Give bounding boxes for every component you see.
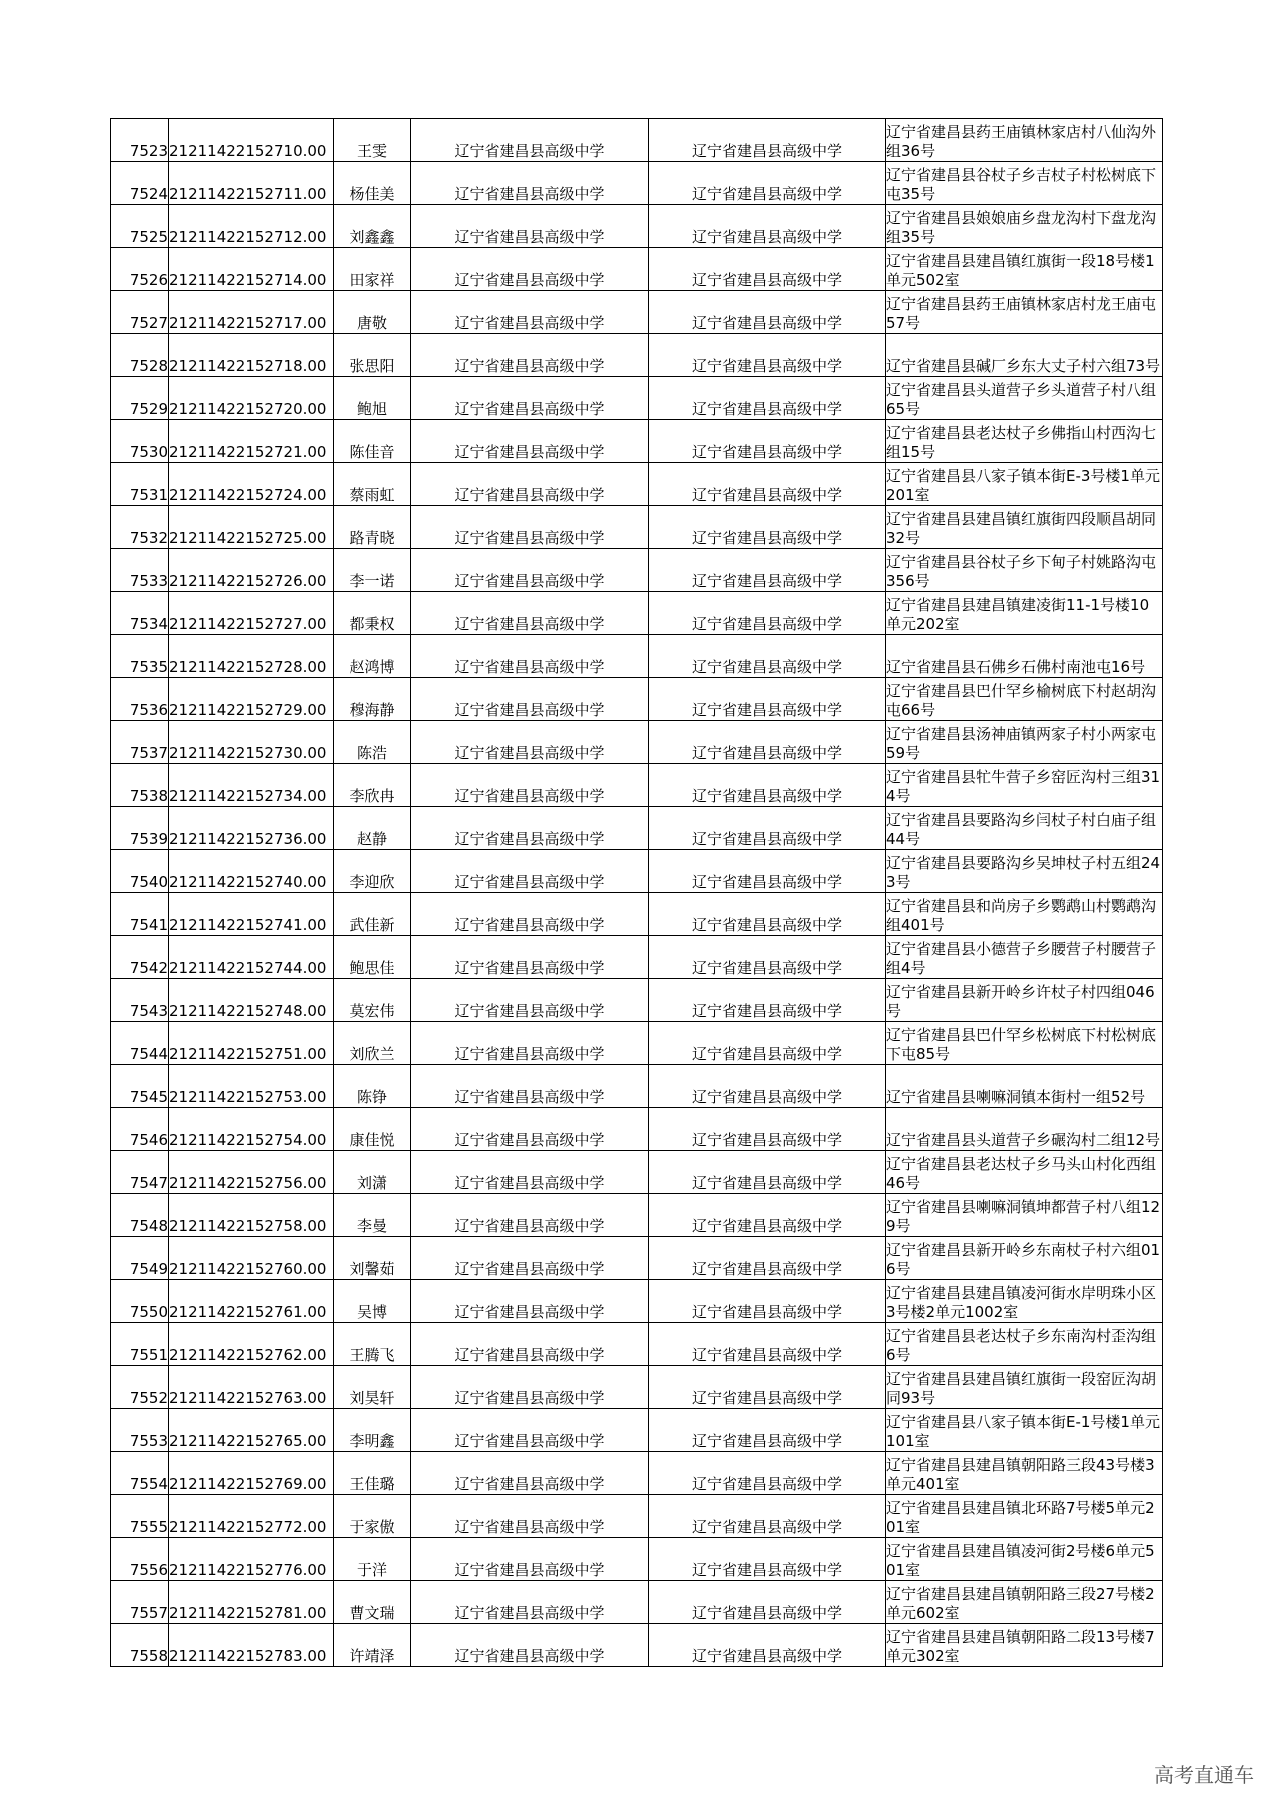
address-cell: 辽宁省建昌县和尚房子乡鹦鹉山村鹦鹉沟组401号 <box>886 893 1163 936</box>
address-cell: 辽宁省建昌县老达杖子乡东南沟村歪沟组6号 <box>886 1323 1163 1366</box>
exam-id-cell: 21211422152711.00 <box>169 162 334 205</box>
exam-id-cell: 21211422152718.00 <box>169 334 334 377</box>
school-cell: 辽宁省建昌县高级中学 <box>411 1323 649 1366</box>
sequence-number-cell: 7540 <box>111 850 169 893</box>
table-row <box>111 1409 1163 1452</box>
graduation-school-cell: 辽宁省建昌县高级中学 <box>649 764 886 807</box>
student-name-cell: 李一诺 <box>334 549 411 592</box>
exam-id-cell: 21211422152769.00 <box>169 1452 334 1495</box>
exam-id-cell: 21211422152783.00 <box>169 1624 334 1667</box>
address-cell: 辽宁省建昌县喇嘛洞镇本街村一组52号 <box>886 1065 1163 1108</box>
graduation-school-cell: 辽宁省建昌县高级中学 <box>649 506 886 549</box>
graduation-school-cell: 辽宁省建昌县高级中学 <box>649 1366 886 1409</box>
address-cell: 辽宁省建昌县谷杖子乡下甸子村姚路沟屯356号 <box>886 549 1163 592</box>
graduation-school-cell: 辽宁省建昌县高级中学 <box>649 1624 886 1667</box>
student-name-cell: 王腾飞 <box>334 1323 411 1366</box>
student-name-cell: 曹文瑞 <box>334 1581 411 1624</box>
school-cell: 辽宁省建昌县高级中学 <box>411 334 649 377</box>
table-row <box>111 1581 1163 1624</box>
address-cell: 辽宁省建昌县石佛乡石佛村南池屯16号 <box>886 635 1163 678</box>
table-row <box>111 635 1163 678</box>
graduation-school-cell: 辽宁省建昌县高级中学 <box>649 1538 886 1581</box>
graduation-school-cell: 辽宁省建昌县高级中学 <box>649 1323 886 1366</box>
school-cell: 辽宁省建昌县高级中学 <box>411 1538 649 1581</box>
exam-id-cell: 21211422152710.00 <box>169 119 334 162</box>
school-cell: 辽宁省建昌县高级中学 <box>411 678 649 721</box>
exam-id-cell: 21211422152720.00 <box>169 377 334 420</box>
school-cell: 辽宁省建昌县高级中学 <box>411 635 649 678</box>
graduation-school-cell: 辽宁省建昌县高级中学 <box>649 893 886 936</box>
address-cell: 辽宁省建昌县建昌镇朝阳路三段27号楼2单元602室 <box>886 1581 1163 1624</box>
address-cell: 辽宁省建昌县建昌镇红旗街一段窑匠沟胡同93号 <box>886 1366 1163 1409</box>
graduation-school-cell: 辽宁省建昌县高级中学 <box>649 1194 886 1237</box>
exam-id-cell: 21211422152729.00 <box>169 678 334 721</box>
exam-id-cell: 21211422152753.00 <box>169 1065 334 1108</box>
school-cell: 辽宁省建昌县高级中学 <box>411 377 649 420</box>
table-row <box>111 420 1163 463</box>
sequence-number-cell: 7525 <box>111 205 169 248</box>
table-row <box>111 1194 1163 1237</box>
school-cell: 辽宁省建昌县高级中学 <box>411 1065 649 1108</box>
address-cell: 辽宁省建昌县建昌镇朝阳路二段13号楼7单元302室 <box>886 1624 1163 1667</box>
student-name-cell: 陈铮 <box>334 1065 411 1108</box>
graduation-school-cell: 辽宁省建昌县高级中学 <box>649 1581 886 1624</box>
student-name-cell: 于洋 <box>334 1538 411 1581</box>
exam-id-cell: 21211422152741.00 <box>169 893 334 936</box>
exam-id-cell: 21211422152761.00 <box>169 1280 334 1323</box>
graduation-school-cell: 辽宁省建昌县高级中学 <box>649 979 886 1022</box>
sequence-number-cell: 7529 <box>111 377 169 420</box>
graduation-school-cell: 辽宁省建昌县高级中学 <box>649 850 886 893</box>
student-name-cell: 许靖泽 <box>334 1624 411 1667</box>
graduation-school-cell: 辽宁省建昌县高级中学 <box>649 248 886 291</box>
sequence-number-cell: 7534 <box>111 592 169 635</box>
exam-id-cell: 21211422152772.00 <box>169 1495 334 1538</box>
student-name-cell: 李曼 <box>334 1194 411 1237</box>
student-name-cell: 陈佳音 <box>334 420 411 463</box>
school-cell: 辽宁省建昌县高级中学 <box>411 1581 649 1624</box>
sequence-number-cell: 7548 <box>111 1194 169 1237</box>
table-row <box>111 1151 1163 1194</box>
sequence-number-cell: 7526 <box>111 248 169 291</box>
graduation-school-cell: 辽宁省建昌县高级中学 <box>649 1065 886 1108</box>
sequence-number-cell: 7557 <box>111 1581 169 1624</box>
sequence-number-cell: 7555 <box>111 1495 169 1538</box>
sequence-number-cell: 7528 <box>111 334 169 377</box>
sequence-number-cell: 7531 <box>111 463 169 506</box>
table-row <box>111 1323 1163 1366</box>
student-name-cell: 赵静 <box>334 807 411 850</box>
sequence-number-cell: 7545 <box>111 1065 169 1108</box>
address-cell: 辽宁省建昌县汤神庙镇两家子村小两家屯59号 <box>886 721 1163 764</box>
student-name-cell: 穆海静 <box>334 678 411 721</box>
table-row <box>111 1237 1163 1280</box>
table-row <box>111 1022 1163 1065</box>
address-cell: 辽宁省建昌县建昌镇建凌街11-1号楼10单元202室 <box>886 592 1163 635</box>
graduation-school-cell: 辽宁省建昌县高级中学 <box>649 291 886 334</box>
table-row <box>111 1065 1163 1108</box>
graduation-school-cell: 辽宁省建昌县高级中学 <box>649 1495 886 1538</box>
exam-id-cell: 21211422152751.00 <box>169 1022 334 1065</box>
table-row <box>111 936 1163 979</box>
graduation-school-cell: 辽宁省建昌县高级中学 <box>649 334 886 377</box>
student-name-cell: 刘馨茹 <box>334 1237 411 1280</box>
sequence-number-cell: 7535 <box>111 635 169 678</box>
table-row <box>111 893 1163 936</box>
exam-id-cell: 21211422152727.00 <box>169 592 334 635</box>
table-row <box>111 162 1163 205</box>
school-cell: 辽宁省建昌县高级中学 <box>411 1108 649 1151</box>
exam-id-cell: 21211422152714.00 <box>169 248 334 291</box>
address-cell: 辽宁省建昌县巴什罕乡榆树底下村赵胡沟屯66号 <box>886 678 1163 721</box>
exam-id-cell: 21211422152758.00 <box>169 1194 334 1237</box>
school-cell: 辽宁省建昌县高级中学 <box>411 463 649 506</box>
exam-id-cell: 21211422152763.00 <box>169 1366 334 1409</box>
school-cell: 辽宁省建昌县高级中学 <box>411 592 649 635</box>
address-cell: 辽宁省建昌县新开岭乡东南杖子村六组016号 <box>886 1237 1163 1280</box>
school-cell: 辽宁省建昌县高级中学 <box>411 721 649 764</box>
school-cell: 辽宁省建昌县高级中学 <box>411 764 649 807</box>
student-name-cell: 张思阳 <box>334 334 411 377</box>
watermark-text: 高考直通车 <box>1154 1763 1254 1787</box>
table-row <box>111 1280 1163 1323</box>
table-row <box>111 850 1163 893</box>
address-cell: 辽宁省建昌县谷杖子乡吉杖子村松树底下屯35号 <box>886 162 1163 205</box>
graduation-school-cell: 辽宁省建昌县高级中学 <box>649 1280 886 1323</box>
school-cell: 辽宁省建昌县高级中学 <box>411 291 649 334</box>
exam-id-cell: 21211422152781.00 <box>169 1581 334 1624</box>
school-cell: 辽宁省建昌县高级中学 <box>411 1452 649 1495</box>
table-row <box>111 1538 1163 1581</box>
exam-id-cell: 21211422152736.00 <box>169 807 334 850</box>
graduation-school-cell: 辽宁省建昌县高级中学 <box>649 463 886 506</box>
sequence-number-cell: 7537 <box>111 721 169 764</box>
roster-body <box>111 119 1163 1667</box>
table-row <box>111 1624 1163 1667</box>
exam-id-cell: 21211422152762.00 <box>169 1323 334 1366</box>
address-cell: 辽宁省建昌县建昌镇红旗街一段18号楼1单元502室 <box>886 248 1163 291</box>
school-cell: 辽宁省建昌县高级中学 <box>411 506 649 549</box>
sequence-number-cell: 7533 <box>111 549 169 592</box>
student-name-cell: 李欣冉 <box>334 764 411 807</box>
address-cell: 辽宁省建昌县头道营子乡头道营子村八组65号 <box>886 377 1163 420</box>
graduation-school-cell: 辽宁省建昌县高级中学 <box>649 420 886 463</box>
school-cell: 辽宁省建昌县高级中学 <box>411 162 649 205</box>
student-name-cell: 鲍思佳 <box>334 936 411 979</box>
sequence-number-cell: 7547 <box>111 1151 169 1194</box>
table-row <box>111 119 1163 162</box>
exam-id-cell: 21211422152765.00 <box>169 1409 334 1452</box>
school-cell: 辽宁省建昌县高级中学 <box>411 1366 649 1409</box>
sequence-number-cell: 7523 <box>111 119 169 162</box>
student-name-cell: 李明鑫 <box>334 1409 411 1452</box>
school-cell: 辽宁省建昌县高级中学 <box>411 1280 649 1323</box>
exam-id-cell: 21211422152734.00 <box>169 764 334 807</box>
exam-id-cell: 21211422152717.00 <box>169 291 334 334</box>
table-row <box>111 1366 1163 1409</box>
address-cell: 辽宁省建昌县建昌镇红旗街四段顺昌胡同32号 <box>886 506 1163 549</box>
school-cell: 辽宁省建昌县高级中学 <box>411 549 649 592</box>
sequence-number-cell: 7546 <box>111 1108 169 1151</box>
sequence-number-cell: 7554 <box>111 1452 169 1495</box>
student-name-cell: 陈浩 <box>334 721 411 764</box>
graduation-school-cell: 辽宁省建昌县高级中学 <box>649 936 886 979</box>
student-name-cell: 李迎欣 <box>334 850 411 893</box>
address-cell: 辽宁省建昌县头道营子乡碾沟村二组12号 <box>886 1108 1163 1151</box>
school-cell: 辽宁省建昌县高级中学 <box>411 205 649 248</box>
table-row <box>111 764 1163 807</box>
sequence-number-cell: 7552 <box>111 1366 169 1409</box>
exam-id-cell: 21211422152721.00 <box>169 420 334 463</box>
school-cell: 辽宁省建昌县高级中学 <box>411 119 649 162</box>
student-name-cell: 赵鸿博 <box>334 635 411 678</box>
address-cell: 辽宁省建昌县建昌镇凌河街2号楼6单元501室 <box>886 1538 1163 1581</box>
exam-id-cell: 21211422152744.00 <box>169 936 334 979</box>
sequence-number-cell: 7539 <box>111 807 169 850</box>
table-row <box>111 205 1163 248</box>
address-cell: 辽宁省建昌县建昌镇北环路7号楼5单元201室 <box>886 1495 1163 1538</box>
graduation-school-cell: 辽宁省建昌县高级中学 <box>649 1151 886 1194</box>
school-cell: 辽宁省建昌县高级中学 <box>411 979 649 1022</box>
graduation-school-cell: 辽宁省建昌县高级中学 <box>649 162 886 205</box>
exam-id-cell: 21211422152726.00 <box>169 549 334 592</box>
graduation-school-cell: 辽宁省建昌县高级中学 <box>649 1237 886 1280</box>
student-name-cell: 鲍旭 <box>334 377 411 420</box>
school-cell: 辽宁省建昌县高级中学 <box>411 1624 649 1667</box>
exam-id-cell: 21211422152740.00 <box>169 850 334 893</box>
school-cell: 辽宁省建昌县高级中学 <box>411 248 649 291</box>
student-name-cell: 田家祥 <box>334 248 411 291</box>
table-row <box>111 678 1163 721</box>
sequence-number-cell: 7551 <box>111 1323 169 1366</box>
table-row <box>111 1452 1163 1495</box>
student-name-cell: 刘潇 <box>334 1151 411 1194</box>
exam-id-cell: 21211422152730.00 <box>169 721 334 764</box>
graduation-school-cell: 辽宁省建昌县高级中学 <box>649 1108 886 1151</box>
exam-id-cell: 21211422152760.00 <box>169 1237 334 1280</box>
school-cell: 辽宁省建昌县高级中学 <box>411 936 649 979</box>
sequence-number-cell: 7556 <box>111 1538 169 1581</box>
sequence-number-cell: 7538 <box>111 764 169 807</box>
student-name-cell: 刘鑫鑫 <box>334 205 411 248</box>
sequence-number-cell: 7542 <box>111 936 169 979</box>
school-cell: 辽宁省建昌县高级中学 <box>411 893 649 936</box>
table-row <box>111 1108 1163 1151</box>
table-row <box>111 1495 1163 1538</box>
address-cell: 辽宁省建昌县要路沟乡闫杖子村白庙子组44号 <box>886 807 1163 850</box>
address-cell: 辽宁省建昌县喇嘛洞镇坤都营子村八组129号 <box>886 1194 1163 1237</box>
student-name-cell: 吴博 <box>334 1280 411 1323</box>
exam-id-cell: 21211422152748.00 <box>169 979 334 1022</box>
address-cell: 辽宁省建昌县小德营子乡腰营子村腰营子组4号 <box>886 936 1163 979</box>
sequence-number-cell: 7536 <box>111 678 169 721</box>
address-cell: 辽宁省建昌县碱厂乡东大丈子村六组73号 <box>886 334 1163 377</box>
table-row <box>111 463 1163 506</box>
graduation-school-cell: 辽宁省建昌县高级中学 <box>649 119 886 162</box>
school-cell: 辽宁省建昌县高级中学 <box>411 1022 649 1065</box>
address-cell: 辽宁省建昌县八家子镇本街E-1号楼1单元101室 <box>886 1409 1163 1452</box>
student-name-cell: 武佳新 <box>334 893 411 936</box>
sequence-number-cell: 7553 <box>111 1409 169 1452</box>
graduation-school-cell: 辽宁省建昌县高级中学 <box>649 678 886 721</box>
table-row <box>111 291 1163 334</box>
table-row <box>111 549 1163 592</box>
sequence-number-cell: 7549 <box>111 1237 169 1280</box>
address-cell: 辽宁省建昌县娘娘庙乡盘龙沟村下盘龙沟组35号 <box>886 205 1163 248</box>
table-row <box>111 592 1163 635</box>
graduation-school-cell: 辽宁省建昌县高级中学 <box>649 721 886 764</box>
school-cell: 辽宁省建昌县高级中学 <box>411 1237 649 1280</box>
school-cell: 辽宁省建昌县高级中学 <box>411 1151 649 1194</box>
sequence-number-cell: 7532 <box>111 506 169 549</box>
student-name-cell: 王佳璐 <box>334 1452 411 1495</box>
graduation-school-cell: 辽宁省建昌县高级中学 <box>649 1409 886 1452</box>
student-name-cell: 刘欣兰 <box>334 1022 411 1065</box>
exam-id-cell: 21211422152728.00 <box>169 635 334 678</box>
school-cell: 辽宁省建昌县高级中学 <box>411 1409 649 1452</box>
sequence-number-cell: 7524 <box>111 162 169 205</box>
student-name-cell: 刘昊轩 <box>334 1366 411 1409</box>
school-cell: 辽宁省建昌县高级中学 <box>411 807 649 850</box>
exam-id-cell: 21211422152724.00 <box>169 463 334 506</box>
exam-id-cell: 21211422152776.00 <box>169 1538 334 1581</box>
graduation-school-cell: 辽宁省建昌县高级中学 <box>649 1452 886 1495</box>
address-cell: 辽宁省建昌县建昌镇凌河街水岸明珠小区3号楼2单元1002室 <box>886 1280 1163 1323</box>
student-name-cell: 路青晓 <box>334 506 411 549</box>
address-cell: 辽宁省建昌县要路沟乡吴坤杖子村五组243号 <box>886 850 1163 893</box>
graduation-school-cell: 辽宁省建昌县高级中学 <box>649 592 886 635</box>
exam-id-cell: 21211422152725.00 <box>169 506 334 549</box>
sequence-number-cell: 7558 <box>111 1624 169 1667</box>
sequence-number-cell: 7543 <box>111 979 169 1022</box>
school-cell: 辽宁省建昌县高级中学 <box>411 420 649 463</box>
student-name-cell: 都秉权 <box>334 592 411 635</box>
student-name-cell: 蔡雨虹 <box>334 463 411 506</box>
graduation-school-cell: 辽宁省建昌县高级中学 <box>649 377 886 420</box>
table-row <box>111 377 1163 420</box>
table-row <box>111 506 1163 549</box>
table-row <box>111 979 1163 1022</box>
sequence-number-cell: 7544 <box>111 1022 169 1065</box>
sequence-number-cell: 7530 <box>111 420 169 463</box>
exam-id-cell: 21211422152754.00 <box>169 1108 334 1151</box>
table-row <box>111 334 1163 377</box>
address-cell: 辽宁省建昌县药王庙镇林家店村八仙沟外组36号 <box>886 119 1163 162</box>
exam-id-cell: 21211422152712.00 <box>169 205 334 248</box>
graduation-school-cell: 辽宁省建昌县高级中学 <box>649 807 886 850</box>
address-cell: 辽宁省建昌县老达杖子乡佛指山村西沟七组15号 <box>886 420 1163 463</box>
graduation-school-cell: 辽宁省建昌县高级中学 <box>649 1022 886 1065</box>
sequence-number-cell: 7541 <box>111 893 169 936</box>
table-row <box>111 721 1163 764</box>
student-name-cell: 莫宏伟 <box>334 979 411 1022</box>
address-cell: 辽宁省建昌县八家子镇本街E-3号楼1单元201室 <box>886 463 1163 506</box>
school-cell: 辽宁省建昌县高级中学 <box>411 1194 649 1237</box>
student-name-cell: 杨佳美 <box>334 162 411 205</box>
graduation-school-cell: 辽宁省建昌县高级中学 <box>649 205 886 248</box>
sequence-number-cell: 7550 <box>111 1280 169 1323</box>
graduation-school-cell: 辽宁省建昌县高级中学 <box>649 549 886 592</box>
graduation-school-cell: 辽宁省建昌县高级中学 <box>649 635 886 678</box>
address-cell: 辽宁省建昌县建昌镇朝阳路三段43号楼3单元401室 <box>886 1452 1163 1495</box>
student-name-cell: 王雯 <box>334 119 411 162</box>
address-cell: 辽宁省建昌县牤牛营子乡窑匠沟村三组314号 <box>886 764 1163 807</box>
school-cell: 辽宁省建昌县高级中学 <box>411 850 649 893</box>
roster-table <box>110 118 1163 1667</box>
sequence-number-cell: 7527 <box>111 291 169 334</box>
student-name-cell: 康佳悦 <box>334 1108 411 1151</box>
table-row <box>111 807 1163 850</box>
address-cell: 辽宁省建昌县药王庙镇林家店村龙王庙屯57号 <box>886 291 1163 334</box>
school-cell: 辽宁省建昌县高级中学 <box>411 1495 649 1538</box>
student-name-cell: 于家傲 <box>334 1495 411 1538</box>
address-cell: 辽宁省建昌县巴什罕乡松树底下村松树底下屯85号 <box>886 1022 1163 1065</box>
address-cell: 辽宁省建昌县新开岭乡许杖子村四组046号 <box>886 979 1163 1022</box>
table-row <box>111 248 1163 291</box>
address-cell: 辽宁省建昌县老达杖子乡马头山村化西组46号 <box>886 1151 1163 1194</box>
student-name-cell: 唐敬 <box>334 291 411 334</box>
exam-id-cell: 21211422152756.00 <box>169 1151 334 1194</box>
